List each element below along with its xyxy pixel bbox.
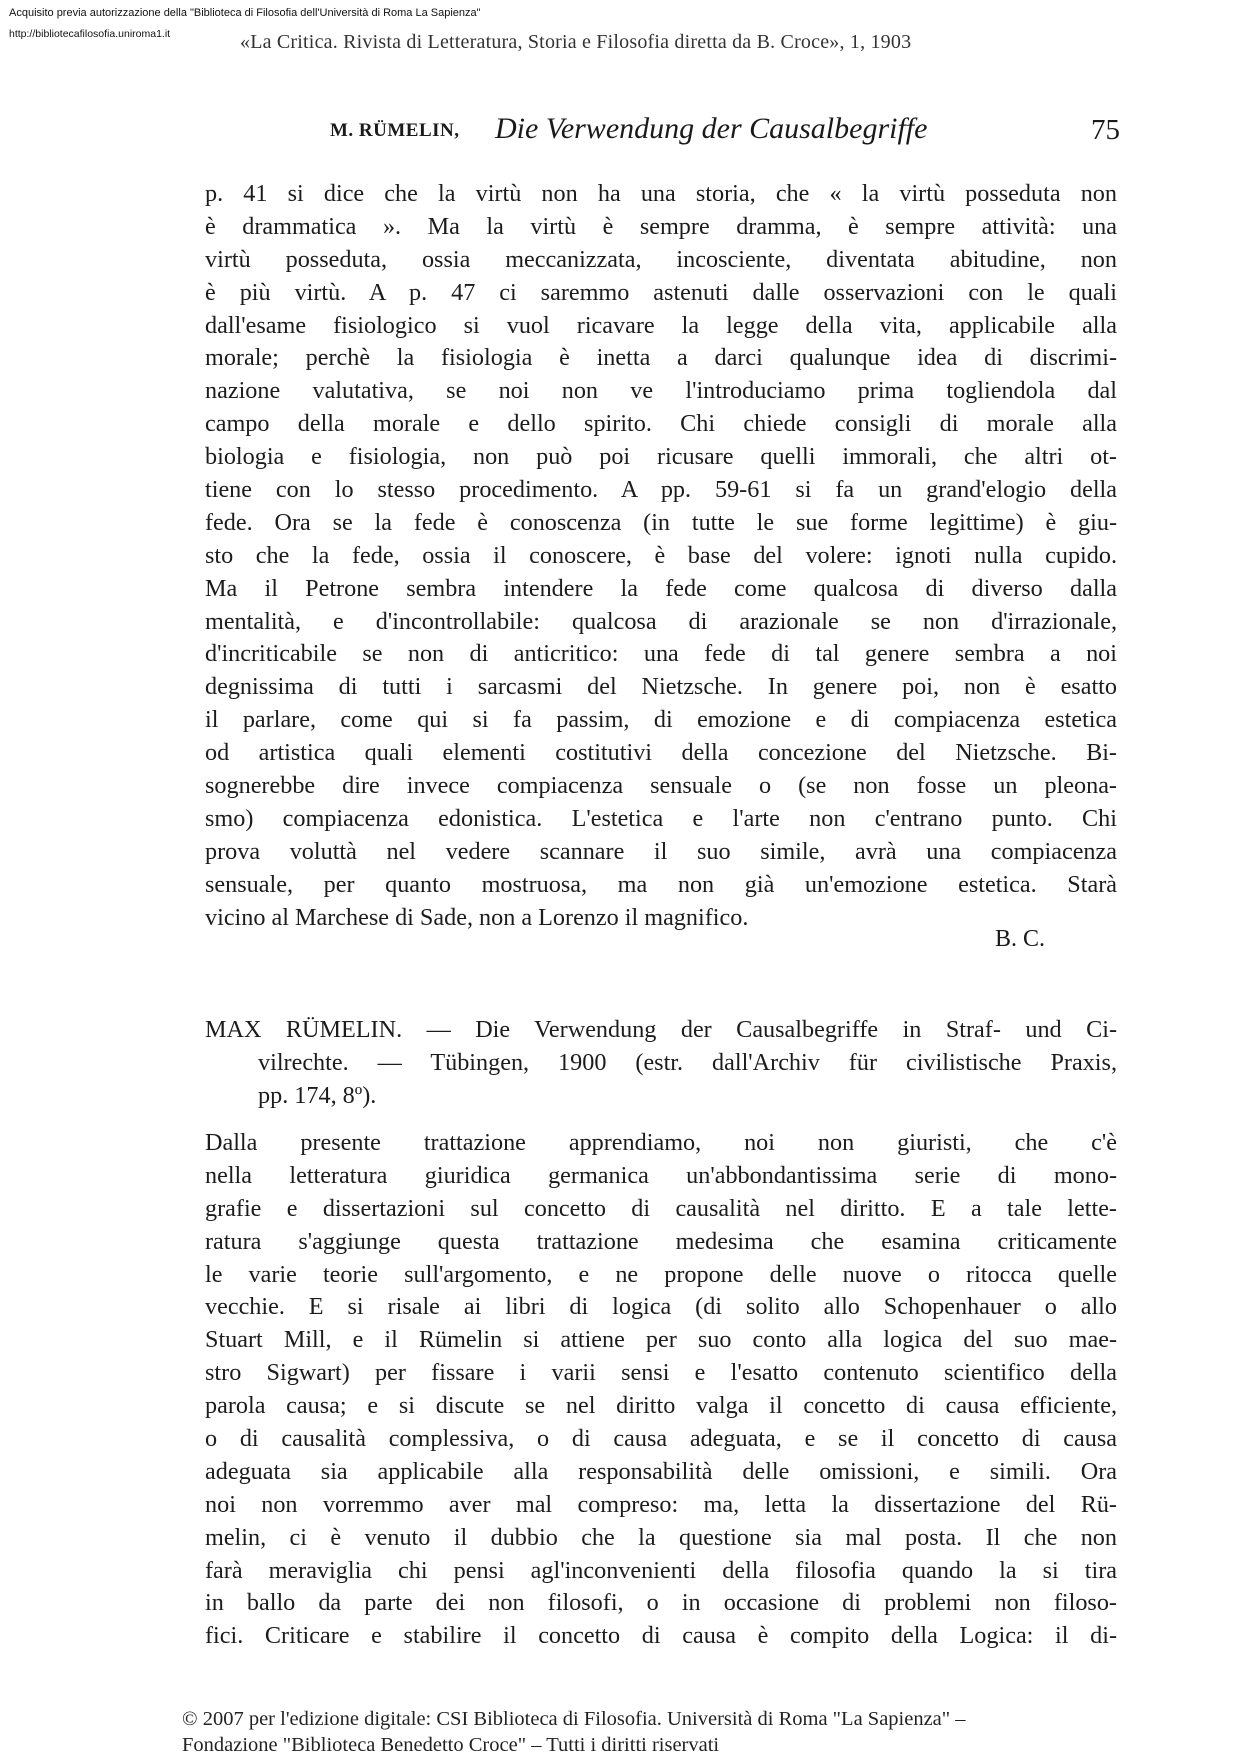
review-2-heading: [205, 1013, 1117, 1112]
text-line: Stuart Mill, e il Rümelin si attiene per suo conto alla logica del suo mae-: [205, 1326, 1117, 1354]
text-line: mentalità, e d'incontrollabile: qualcosa di arazionale se non d'irrazionale,: [205, 607, 1117, 635]
text-line: dall'esame fisiologico si vuol ricavare la legge della vita, applicabile alla: [205, 311, 1117, 339]
text-line: melin, ci è venuto il dubbio che la questione sia mal posta. Il che non: [205, 1523, 1117, 1551]
text-line: noi non vorremmo aver mal compreso: ma, letta la dissertazione del Rü-: [205, 1490, 1117, 1518]
text-line: degnissima di tutti i sarcasmi del Nietzsche. In genere poi, non è esatto: [205, 673, 1117, 701]
text-line: ratura s'aggiunge questa trattazione medesima che esamina criticamente: [205, 1227, 1117, 1255]
text-line: tiene con lo stesso procedimento. A pp. 59-61 si fa un grand'elogio della: [205, 476, 1117, 504]
review-2-body: [205, 1127, 1117, 1653]
text-line: il parlare, come qui si fa passim, di emozione e di compiacenza estetica: [205, 706, 1117, 734]
text-line: p. 41 si dice che la virtù non ha una storia, che « la virtù posseduta non: [205, 180, 1117, 207]
review-signature: B. C.: [995, 926, 1046, 952]
archive-url: http://bibliotecafilosofia.uniroma1.it: [9, 28, 171, 40]
text-line: fici. Criticare e stabilire il concetto di causa è compito della Logica: il di-: [205, 1622, 1117, 1650]
heading-line: pp. 174, 8º).: [258, 1082, 377, 1109]
footer-line: © 2007 per l'edizione digitale: CSI Biblioteca di Filosofia. Università di Roma "La Sapienza" –: [182, 1708, 966, 1730]
text-line: adeguata sia applicabile alla responsabilità delle omissioni, e simili. Ora: [205, 1457, 1117, 1485]
review-1-body: [205, 178, 1117, 934]
footer-line: Fondazione "Biblioteca Benedetto Croce" – Tutti i diritti riservati: [182, 1734, 720, 1756]
heading-line: MAX RÜMELIN. — Die Verwendung der Causalbegriffe in Straf- und Ci-: [205, 1016, 1117, 1043]
text-line: prova voluttà nel vedere scannare il suo simile, avrà una compiacenza: [205, 837, 1117, 865]
text-line: sto che la fede, ossia il conoscere, è base del volere: ignoti nulla cupido.: [205, 541, 1117, 569]
text-line: d'incriticabile se non di anticritico: una fede di tal genere sembra a noi: [205, 640, 1117, 668]
text-line: nella letteratura giuridica germanica un'abbondantissima serie di mono-: [205, 1161, 1117, 1189]
text-line: virtù posseduta, ossia meccanizzata, incosciente, diventata abitudine, non: [205, 245, 1117, 273]
archive-note: Acquisito previa autorizzazione della "Biblioteca di Filosofia dell'Università di Roma La Sapienza": [9, 7, 481, 19]
text-line: campo della morale e dello spirito. Chi chiede consigli di morale alla: [205, 410, 1117, 438]
text-line: in ballo da parte dei non filosofi, o in occasione di problemi non filoso-: [205, 1589, 1117, 1617]
text-line: stro Sigwart) per fissare i varii sensi e l'esatto contenuto scientifico della: [205, 1359, 1117, 1387]
running-head-title: Die Verwendung der Causalbegriffe: [495, 112, 928, 145]
text-line: o di causalità complessiva, o di causa adeguata, e se il concetto di causa: [205, 1425, 1117, 1453]
running-head-author: M. RÜMELIN,: [330, 120, 460, 141]
text-line: fede. Ora se la fede è conoscenza (in tutte le sue forme legittime) è giu-: [205, 508, 1117, 536]
page-number: 75: [1091, 114, 1120, 146]
text-line: è drammatica ». Ma la virtù è sempre dramma, è sempre attività: una: [205, 212, 1117, 240]
source-citation: «La Critica. Rivista di Letteratura, Storia e Filosofia diretta da B. Croce», 1, 1903: [240, 31, 912, 53]
text-line: vicino al Marchese di Sade, non a Lorenzo il magnifico.: [205, 903, 749, 931]
text-line: morale; perchè la fisiologia è inetta a darci qualunque idea di discrimi-: [205, 344, 1117, 372]
text-line: vecchie. E si risale ai libri di logica (di solito allo Schopenhauer o allo: [205, 1293, 1117, 1321]
text-line: nazione valutativa, se noi non ve l'introduciamo prima togliendola dal: [205, 377, 1117, 405]
text-line: Ma il Petrone sembra intendere la fede come qualcosa di diverso dalla: [205, 574, 1117, 602]
text-line: od artistica quali elementi costitutivi della concezione del Nietzsche. Bi-: [205, 739, 1117, 767]
text-line: parola causa; e si discute se nel diritto valga il concetto di causa efficiente,: [205, 1392, 1117, 1420]
text-line: biologia e fisiologia, non può poi ricusare quelli immorali, che altri ot-: [205, 443, 1117, 471]
text-line: farà meraviglia chi pensi agl'inconvenienti della filosofia quando la si tira: [205, 1556, 1117, 1584]
copyright-footer: [182, 1706, 966, 1758]
running-head: [330, 112, 1120, 152]
text-line: sognerebbe dire invece compiacenza sensuale o (se non fosse un pleona-: [205, 772, 1117, 800]
heading-line: vilrechte. — Tübingen, 1900 (estr. dall'Archiv für civilistische Praxis,: [258, 1049, 1117, 1076]
text-line: smo) compiacenza edonistica. L'estetica e l'arte non c'entrano punto. Chi: [205, 804, 1117, 832]
text-line: Dalla presente trattazione apprendiamo, noi non giuristi, che c'è: [205, 1129, 1117, 1156]
text-line: le varie teorie sull'argomento, e ne propone delle nuove o ritocca quelle: [205, 1260, 1117, 1288]
text-line: sensuale, per quanto mostruosa, ma non già un'emozione estetica. Starà: [205, 870, 1117, 898]
text-line: è più virtù. A p. 47 ci saremmo astenuti dalle osservazioni con le quali: [205, 278, 1117, 306]
text-line: grafie e dissertazioni sul concetto di causalità nel diritto. E a tale lette-: [205, 1194, 1117, 1222]
